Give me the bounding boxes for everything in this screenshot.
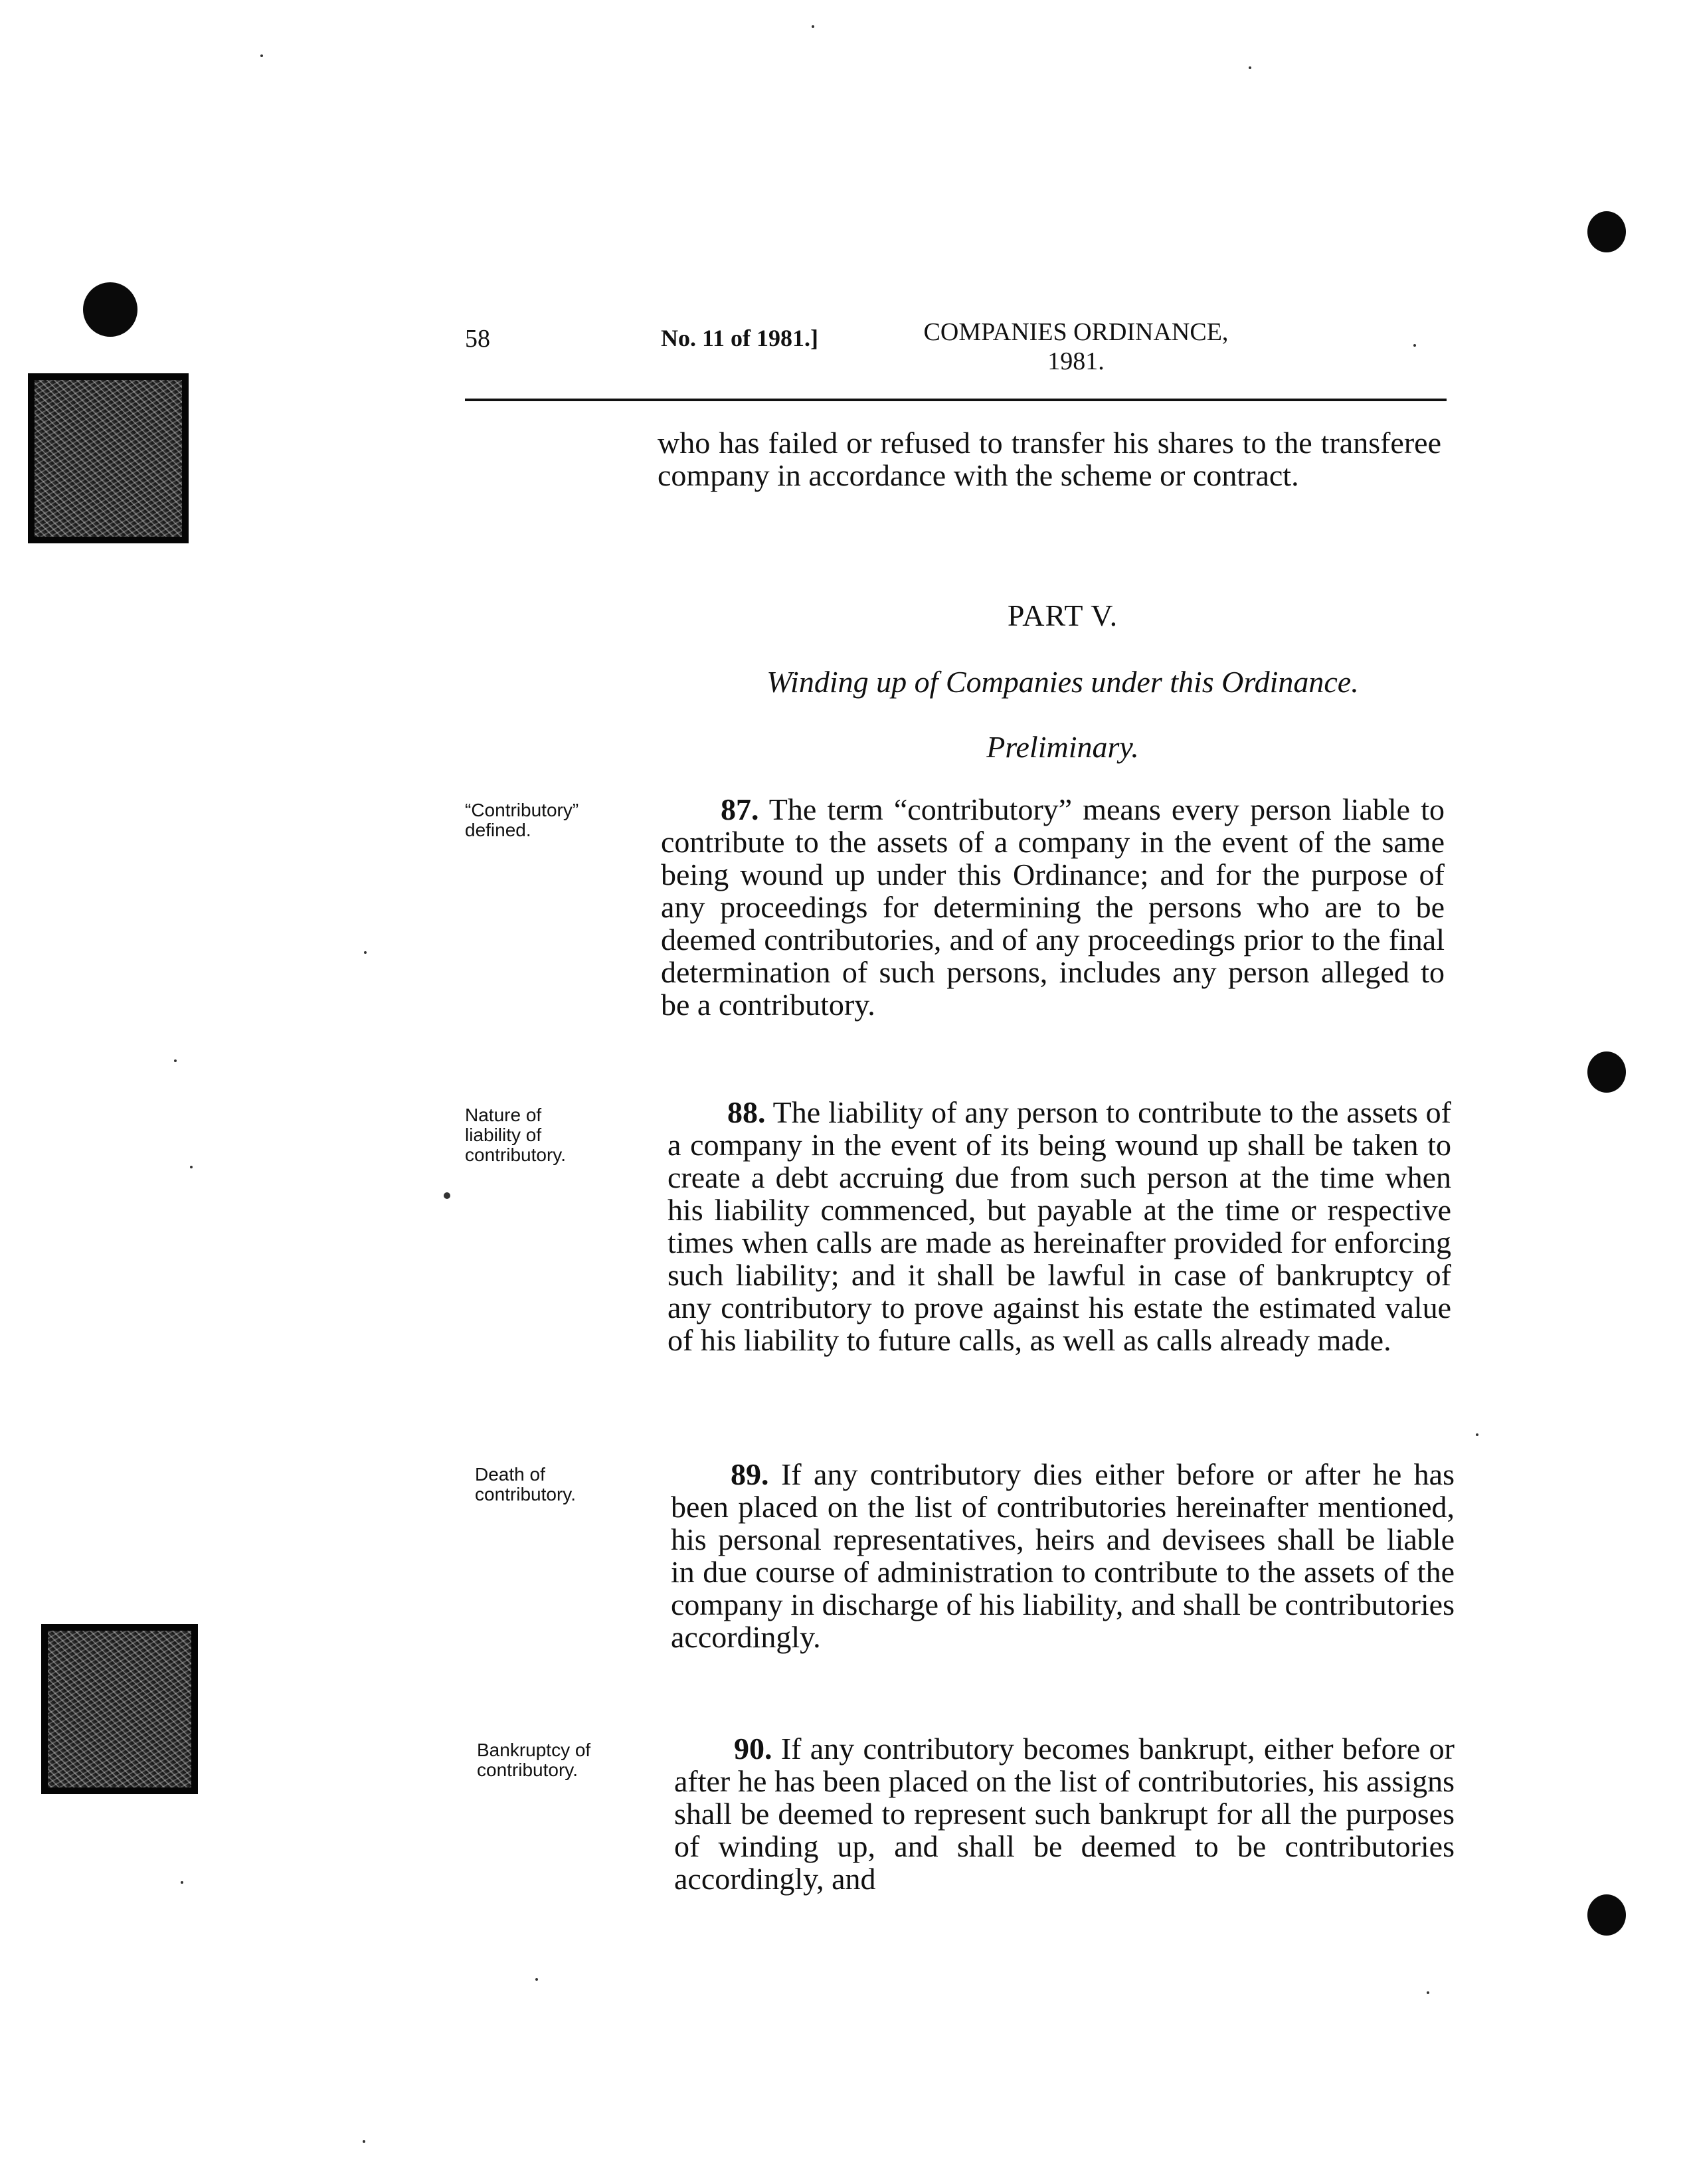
intro-paragraph: who has failed or refused to transfer his shares to the transferee company in accordance with the scheme or contract. <box>658 426 1441 492</box>
running-title: COMPANIES ORDINANCE, 1981. <box>923 318 1229 375</box>
margin-note: Death of contributory. <box>475 1464 576 1504</box>
punch-hole-mark <box>1587 1894 1626 1936</box>
punch-hole-mark <box>1587 1051 1626 1093</box>
scan-speck <box>1413 344 1416 347</box>
ordinance-reference: No. 11 of 1981.] <box>661 325 818 351</box>
scan-speck <box>363 2140 365 2143</box>
scan-speck <box>812 25 814 28</box>
section-87 <box>661 793 1445 1021</box>
preliminary-heading: Preliminary. <box>986 730 1139 764</box>
scan-speck <box>181 1881 183 1884</box>
scan-speck <box>535 1978 538 1981</box>
punch-hole-mark <box>1587 211 1626 252</box>
margin-note: Nature of liability of contributory. <box>465 1105 566 1165</box>
scan-speck <box>190 1166 193 1168</box>
margin-note: Bankruptcy of contributory. <box>477 1740 591 1780</box>
section-number: 89. <box>731 1457 769 1491</box>
scan-speck <box>260 54 263 57</box>
section-number: 87. <box>721 792 759 826</box>
scan-artifact-patch <box>28 373 189 543</box>
scan-speck <box>1249 66 1251 69</box>
scan-speck <box>364 951 367 954</box>
part-subheading: Winding up of Companies under this Ordinance. <box>766 665 1359 699</box>
section-89 <box>671 1458 1455 1653</box>
binding-hole-mark <box>83 282 137 337</box>
margin-note: “Contributory” defined. <box>465 800 579 840</box>
scan-speck <box>1476 1433 1478 1436</box>
part-heading: PART V. <box>1007 598 1118 632</box>
section-number: 88. <box>727 1095 766 1129</box>
section-88 <box>668 1096 1451 1356</box>
section-number: 90. <box>734 1732 772 1766</box>
scan-speck <box>174 1059 177 1062</box>
section-text: If any contributory dies either before or after he has been placed on the list of contributories hereinafter mentioned, his personal representatives, heirs and devisees shall be liable in due course of administration to contribute to the assets of the company in discharge of his liability, and shall be contributories accordingly. <box>671 1457 1455 1654</box>
section-90 <box>674 1732 1455 1895</box>
page-number: 58 <box>465 325 490 353</box>
section-text: The term “contributory” means every person liable to contribute to the assets of a company in the event of the same being wound up under this Ordinance; and for the purpose of any proceedings for determining the persons who are to be deemed contributories, and of any proceedings prior to the final determination of such persons, includes any person alleged to be a contributory. <box>661 792 1445 1022</box>
section-text: The liability of any person to contribute to the assets of a company in the event of its being wound up shall be taken to create a debt accruing due from such person at the time when his liability commenced, but payable at the time or respective times when calls are made as hereinafter provided for enforcing such liability; and it shall be lawful in case of bankruptcy of any contributory to prove against his estate the estimated value of his liability to future calls, as well as calls already made. <box>668 1095 1452 1357</box>
header-rule <box>465 399 1447 401</box>
scan-speck <box>1427 1991 1429 1994</box>
scan-artifact-patch <box>41 1624 198 1794</box>
scan-speck <box>444 1192 450 1199</box>
section-text: If any contributory becomes bankrupt, either before or after he has been placed on the list of contributories, his assigns shall be deemed to represent such bankrupt for all the purposes of winding up, and shall be deemed to be contributories accordingly, and <box>674 1732 1455 1896</box>
